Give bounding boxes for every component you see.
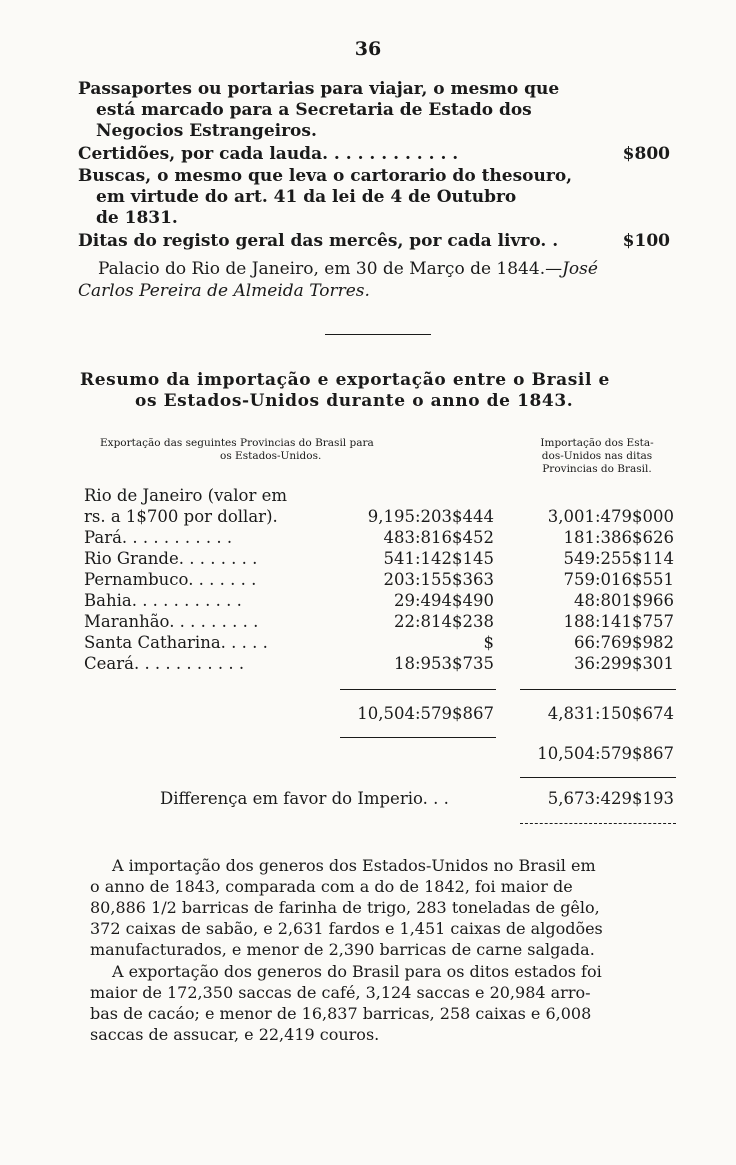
row-8-name: Ceará. . . . . . . . . . . [84,654,245,673]
p1-line-3: 80,886 1/2 barricas de farinha de trigo, 283 toneladas de gêlo, [90,898,600,917]
row-1-export: 9,195:203$444 [367,507,494,526]
header-right-line-3: Provincias do Brasil. [542,463,652,475]
p1-line-5: manufacturados, e menor de 2,390 barricas de carne salgada. [90,940,595,959]
passaportes-line-2: está marcado para a Secretaria de Estado dos [96,100,532,120]
difference-rule-top [520,777,676,778]
row-5-import: 48:801$966 [573,591,674,610]
row-3-name: Rio Grande. . . . . . . . [84,549,258,568]
row-3-export: 541:142$145 [383,549,494,568]
row-8-import: 36:299$301 [573,654,674,673]
certidoes-label: Certidões, por cada lauda. . . . . . . . . . . . [78,144,459,164]
p2-line-4: saccas de assucar, e 22,419 couros. [90,1025,380,1044]
row-5-name: Bahia. . . . . . . . . . . [84,591,242,610]
header-left-line-2: os Estados-Unidos. [220,450,322,462]
section-title-line-2: os Estados-Unidos durante o anno de 1843. [135,391,574,411]
signature-main [98,259,598,280]
row-2-name: Pará. . . . . . . . . . . [84,528,233,547]
signature-text: Palacio do Rio de Janeiro, em 30 de Março de 1844.— [98,259,563,279]
difference-value: 5,673:429$193 [547,789,674,808]
p1-line-1: A importação dos generos dos Estados-Unidos no Brasil em [112,856,596,875]
row-0-name: Rio de Janeiro (valor em [84,486,287,505]
passaportes-line-1: Passaportes ou portarias para viajar, o mesmo que [78,79,560,99]
header-left-line-1: Exportação das seguintes Provincias do Brasil para [100,437,374,449]
row-7-export: $ [483,633,494,652]
section-separator [325,334,431,335]
header-right-line-1: Importação dos Esta- [540,437,654,449]
total-export: 10,504:579$867 [357,704,494,723]
row-2-import: 181:386$626 [563,528,674,547]
row-8-export: 18:953$735 [393,654,494,673]
p1-line-4: 372 caixas de sabão, e 2,631 fardos e 1,451 caixas de algodões [90,919,603,938]
total-rule-export-bottom [340,737,496,738]
header-right-line-2: dos-Unidos nas ditas [541,450,653,462]
row-3-import: 549:255$114 [563,549,674,568]
p1-line-2: o anno de 1843, comparada com a do de 1842, foi maior de [90,877,573,896]
buscas-line-3: de 1831. [96,208,178,228]
certidoes-value: $800 [622,144,670,164]
row-6-export: 22:814$238 [393,612,494,631]
signature-name-start: José [562,259,598,279]
row-1-name: rs. a 1$700 por dollar). [84,507,278,526]
row-4-export: 203:155$363 [383,570,494,589]
row-4-name: Pernambuco. . . . . . . [84,570,257,589]
total-import: 4,831:150$674 [547,704,674,723]
page-number: 36 [354,38,382,60]
total-rule-export [340,689,496,690]
signature-name-end: Carlos Pereira de Almeida Torres. [78,281,370,301]
row-1-import: 3,001:479$000 [547,507,674,526]
ditas-value: $100 [622,231,670,251]
row-6-import: 188:141$757 [563,612,674,631]
difference-label: Differença em favor do Imperio. . . [160,789,449,808]
total-rule-import [520,689,676,690]
row-6-name: Maranhão. . . . . . . . . [84,612,259,631]
passaportes-line-3: Negocios Estrangeiros. [96,121,317,141]
difference-rule-bottom [520,823,676,824]
row-7-name: Santa Catharina. . . . . [84,633,268,652]
row-7-import: 66:769$982 [573,633,674,652]
p2-line-2: maior de 172,350 saccas de café, 3,124 saccas e 20,984 arro- [90,983,591,1002]
row-2-export: 483:816$452 [383,528,494,547]
row-4-import: 759:016$551 [563,570,674,589]
buscas-line-1: Buscas, o mesmo que leva o cartorario do thesouro, [78,166,573,186]
buscas-line-2: em virtude do art. 41 da lei de 4 de Outubro [96,187,517,207]
section-title-line-1: Resumo da importação e exportação entre o Brasil e [80,370,610,390]
p2-line-3: bas de cacáo; e menor de 16,837 barricas, 258 caixas e 6,008 [90,1004,592,1023]
row-5-export: 29:494$490 [393,591,494,610]
p2-line-1: A exportação dos generos do Brasil para os ditos estados foi [112,962,602,981]
repeat-export: 10,504:579$867 [537,744,674,763]
ditas-label: Ditas do registo geral das mercês, por cada livro. . [78,231,559,251]
